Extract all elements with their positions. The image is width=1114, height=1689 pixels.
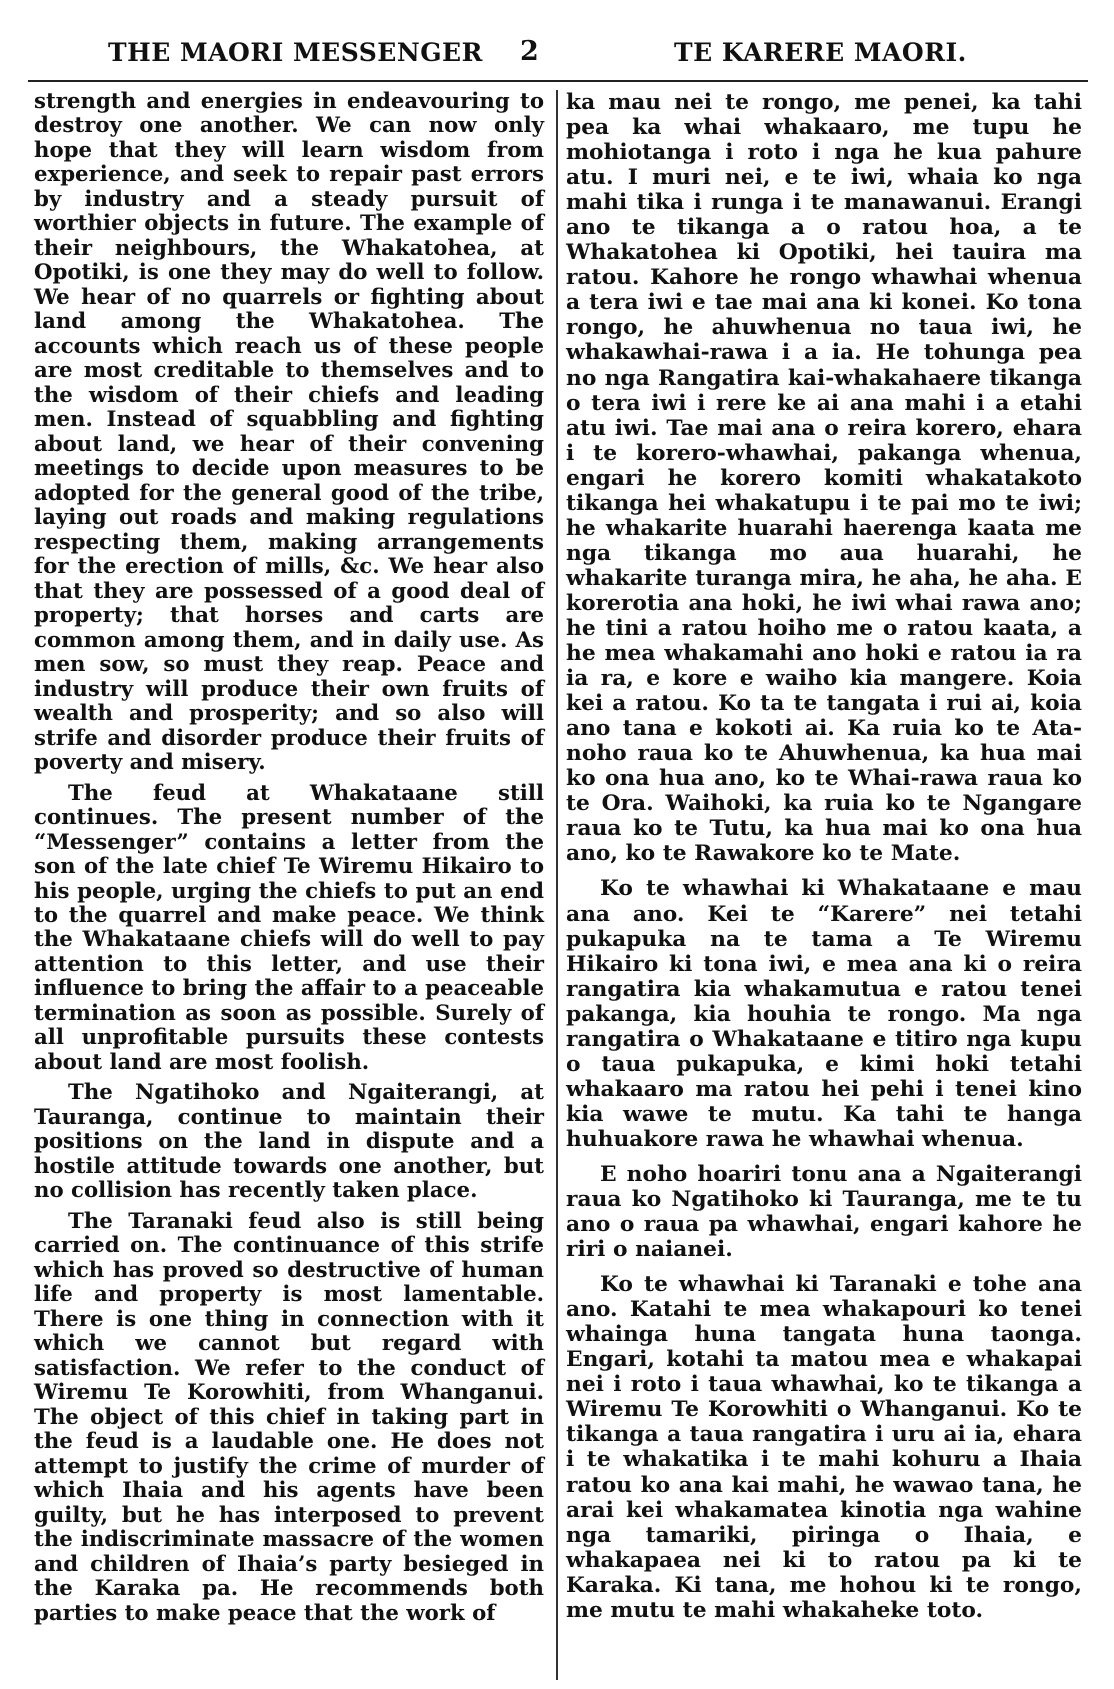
maori-paragraph-whakataane-feud: Ko te whawhai ki Whakataane e mau ana ano. Kei te “Karere” nei tetahi pukapuka na te tama a Te Wiremu Hikairo ki tona iwi, e mea ana ki o reira rangatira kia whakamutua e ratou tenei pakanga, kia houhia te rongo. Ma nga rangatira o Whakataane e titiro nga kupu o taua pukapuka, e kimi hoki tetahi whakaaro ma ratou hei pehi i tenei kino kia wawe te mutu. Ka tahi te hanga huhuakore rawa he whawhai whenua. bbox=[566, 876, 1082, 1152]
maori-column bbox=[566, 90, 1082, 1629]
maori-paragraph-taranaki-feud: Ko te whawhai ki Taranaki e tohe ana ano. Katahi te mea whakapouri ko tenei whainga huna tangata huna taonga. Engari, kotahi ta matou mea e whakapai nei i roto i taua whawhai, ko te tikanga a Wiremu Te Korowhiti o Whanganui. Ko te tikanga a taua rangatira i uru ai ia, ehara i te whakatika i te mahi kohuru a Ihaia ratou ko ana kai mahi, he wawao tana, he arai kei whakamatea kinotia nga wahine nga tamariki, piringa o Ihaia, e whakapaea nei ki to ratou pa ki te Karaka. Ki tana, me hohou ki te rongo, me mutu te mahi whakaheke toto. bbox=[566, 1272, 1082, 1623]
maori-paragraph-whakatohea: ka mau nei te rongo, me penei, ka tahi pea ka whai whakaaro, me tupu he mohiotanga i roto i nga he kua pahure atu. I muri nei, e te iwi, whaia ko nga mahi tika i runga i te manawanui. Erangi ano te tikanga a o ratou hoa, a te Whakatohea ki Opotiki, hei tauira ma ratou. Kahore he rongo whawhai whenua a tera iwi e tae mai ana ki konei. Ko tona rongo, he ahuwhenua no taua iwi, he whakawhai-rawa i a ia. He tohunga pea no nga Rangatira kai-whakahaere tikanga o tera iwi i rere ke ai ana mahi i a etahi atu iwi. Tae mai ana o reira korero, ehara i te korero-whawhai, pakanga whenua, engari he korero komiti whakatakoto tikanga hei whakatupu i te pai mo te iwi; he whakarite huarahi haerenga kaata me nga tikanga mo aua huarahi, he whakarite turanga mira, he aha, he aha. E korerotia ana hoki, he iwi whai rawa ano; he tini a ratou hoiho me o ratou kaata, a he mea whakamahi ano hoki e ratou ia ra ia ra, e kore e waiho kia mangere. Koia kei a ratou. Ko ta te tangata i rui ai, koia ano tana e kokoti ai. Ka ruia ko te Ata-noho raua ko te Ahuwhenua, ka hua mai ko ona hua ano, ko te Whai-rawa raua ko te Ora. Waihoki, ka ruia ko te Ngangare raua ko te Tutu, ka hua mai ko ona hua ano, ko te Rawakore ko te Mate. bbox=[566, 90, 1082, 867]
english-paragraph-whakataane-feud: The feud at Whakataane still continues. The present number of the “Messenger” contains a letter from the son of the late chief Te Wiremu Hikairo to his people, urging the chiefs to put an end to the quarrel and make peace. We think the Whakataane chiefs will do well to pay attention to this letter, and use their influence to bring the affair to a peaceable termination as soon as possible. Surely of all unprofitable pursuits these contests about land are most foolish. bbox=[34, 780, 544, 1075]
english-paragraph-tauranga: The Ngatihoko and Ngaiterangi, at Tauranga, continue to maintain their positions on the land in dispute and a hostile attitude towards one another, but no collision has recently taken place. bbox=[34, 1080, 544, 1204]
english-paragraph-taranaki-feud: The Taranaki feud also is still being carried on. The continuance of this strife which has proved so destructive of human life and property is most lamentable. There is one thing in connection with it which we cannot but regard with satisfaction. We refer to the conduct of Wiremu Te Korowhiti, from Whanganui. The object of this chief in taking part in the feud is a laudable one. He does not attempt to justify the crime of murder of which Ihaia and his agents have been guilty, but he has interposed to prevent the indiscriminate massacre of the women and children of Ihaia’s party besieged in the Karaka pa. He recommends both parties to make peace that the work of bbox=[34, 1208, 544, 1626]
page-number: 2 bbox=[520, 36, 539, 67]
english-column bbox=[34, 90, 544, 1632]
column-divider bbox=[556, 90, 558, 1680]
english-paragraph-whakatohea: strength and energies in endeavouring to destroy one another. We can now only hope that they will learn wisdom from experience, and seek to repair past errors by industry and a steady pursuit of worthier objects in future. The example of their neighbours, the Whakatohea, at Opotiki, is one they may do well to follow. We hear of no quarrels or fighting about land among the Whakatohea. The accounts which reach us of these people are most creditable to themselves and to the wisdom of their chiefs and leading men. Instead of squabbling and fighting about land, we hear of their convening meetings to decide upon measures to be adopted for the general good of the tribe, laying out roads and making regulations respecting them, making arrangements for the erection of mills, &c. We hear also that they are possessed of a good deal of property; that horses and carts are common among them, and in daily use. As men sow, so must they reap. Peace and industry will produce their own fruits of wealth and prosperity; and so also will strife and disorder produce their fruits of poverty and misery. bbox=[34, 89, 544, 776]
header-rule bbox=[28, 80, 1088, 82]
maori-paragraph-tauranga: E noho hoariri tonu ana a Ngaiterangi raua ko Ngatihoko ki Tauranga, me te tu ano o raua pa whawhai, engari kahore he riri o naianei. bbox=[566, 1161, 1082, 1263]
maori-masthead-title: TE KARERE MAORI. bbox=[674, 38, 967, 67]
page-header bbox=[0, 0, 1114, 70]
english-masthead-title: THE MAORI MESSENGER bbox=[108, 38, 483, 67]
